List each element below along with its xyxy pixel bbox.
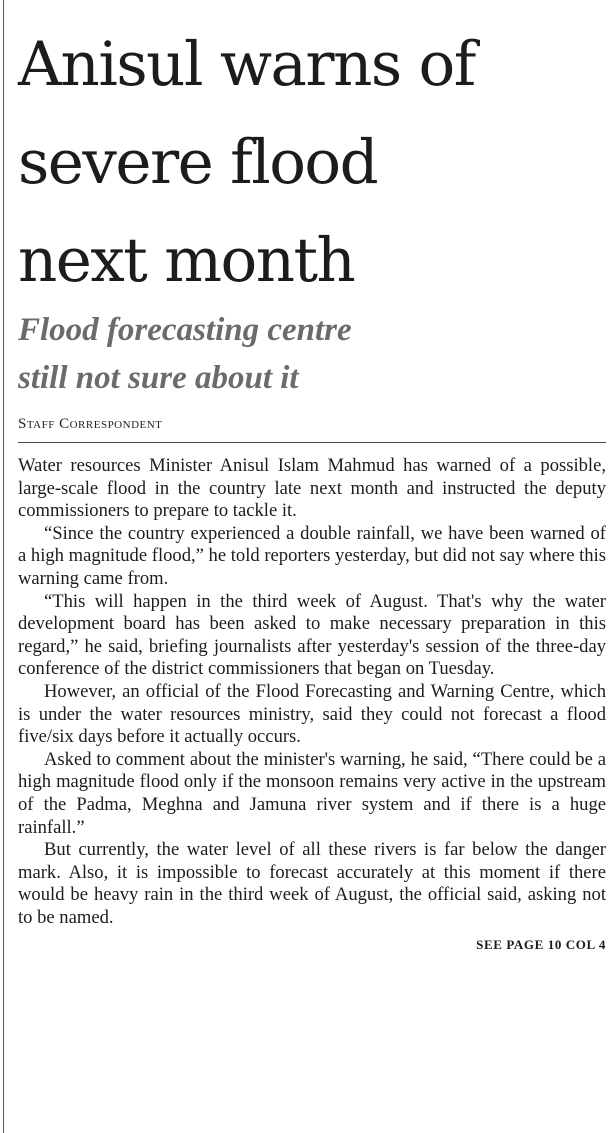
headline-line: next month [18, 225, 355, 296]
headline [18, 16, 606, 310]
article-body [18, 455, 606, 929]
headline-line: Anisul warns of [18, 29, 475, 100]
body-paragraph: “Since the country experienced a double rainfall, we have been warned of a high magnitude flood,” he told reporters yesterday, but did not say where this warning came from. [18, 522, 606, 589]
column-rule [3, 0, 4, 1133]
continued-on-link: SEE PAGE 10 COL 4 [476, 937, 606, 953]
body-paragraph: “This will happen in the third week of August. That's why the water development board has been asked to make necessary preparation in this regard,” he said, briefing journalists after yesterday's session of the three-day conference of the district commissioners that began on Tuesday. [18, 590, 606, 680]
byline: Staff Correspondent [18, 416, 163, 432]
subheadline-line: still not sure about it [18, 360, 299, 396]
body-paragraph: Asked to comment about the minister's warning, he said, “There could be a high magnitude flood only if the monsoon remains very active in the upstream of the Padma, Meghna and Jamuna river system and if there is a huge rainfall.” [18, 748, 606, 838]
body-paragraph: Water resources Minister Anisul Islam Mahmud has warned of a possible, large-scale flood in the country late next month and instructed the deputy commissioners to prepare to tackle it. [18, 455, 606, 522]
news-article [18, 0, 606, 953]
subheadline-line: Flood forecasting centre [18, 312, 352, 348]
body-paragraph: However, an official of the Flood Forecasting and Warning Centre, which is under the water resources ministry, said they could not forecast a flood five/six days before it actually occurs. [18, 680, 606, 748]
body-paragraph: But currently, the water level of all these rivers is far below the danger mark. Also, it is impossible to forecast accurately at this moment if there would be heavy rain in the third week of August, the official said, asking not to be named. [18, 839, 606, 928]
headline-line: severe flood [18, 127, 378, 198]
subheadline [18, 306, 606, 402]
byline-divider [18, 442, 606, 443]
